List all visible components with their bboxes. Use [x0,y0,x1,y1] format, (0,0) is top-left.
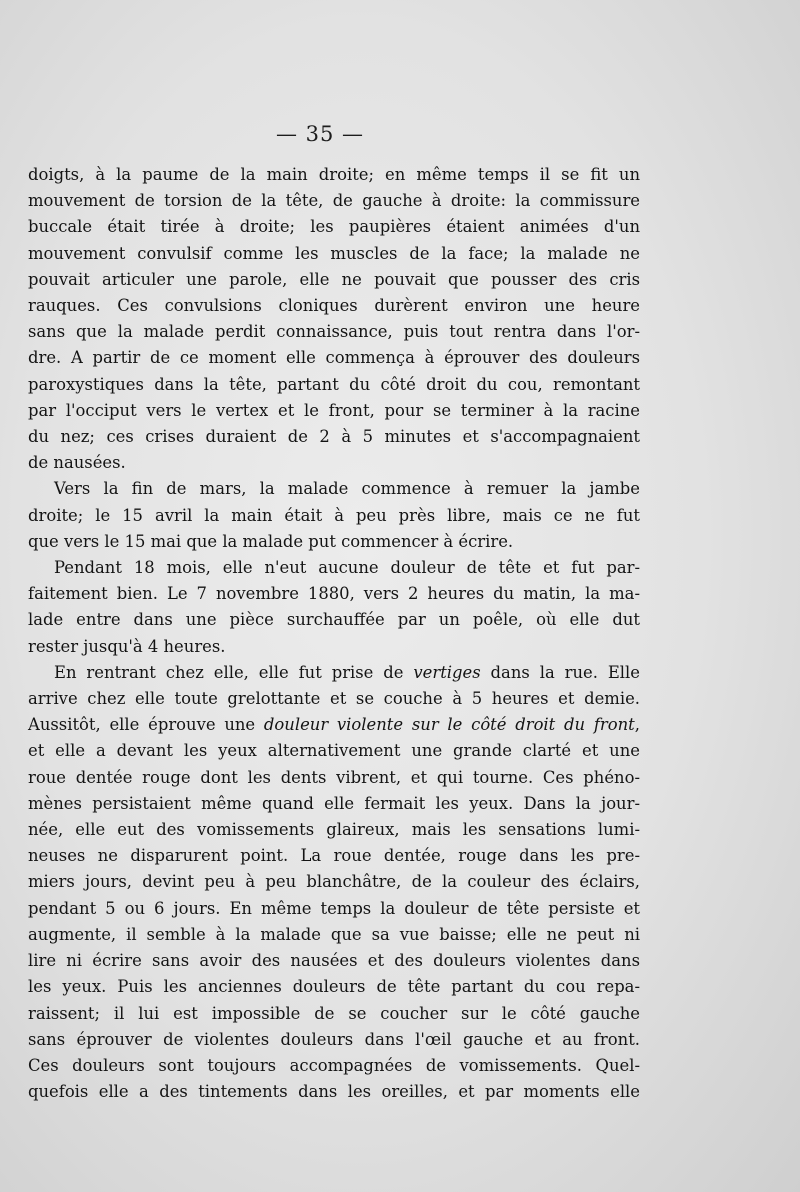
text-line: Aussitôt, elle éprouve une douleur violente sur le côté droit du front, [28,715,640,735]
text-line: augmente, il semble à la malade que sa vue baisse; elle ne peut ni [28,924,640,944]
text-line: neuses ne disparurent point. La roue dentée, rouge dans les pre- [28,846,640,866]
text-line: mènes persistaient même quand elle fermait les yeux. Dans la jour- [28,793,640,813]
paragraph-1 [28,162,640,476]
page-number: — 35 — [275,122,365,146]
text-line: paroxystiques dans la tête, partant du côté droit du cou, remontant [28,374,640,394]
text-line: pendant 5 ou 6 jours. En même temps la douleur de tête persiste et [28,898,640,918]
paragraph-4 [28,660,640,1105]
text-line: Ces douleurs sont toujours accompagnées de vomissements. Quel- [28,1055,640,1075]
text-line: miers jours, devint peu à peu blanchâtre, de la couleur des éclairs, [28,872,640,892]
text-line: Vers la fin de mars, la malade commence à remuer la jambe [54,479,640,499]
text-line: sans éprouver de violentes douleurs dans l'œil gauche et au front. [28,1029,640,1049]
text-line: droite; le 15 avril la main était à peu près libre, mais ce ne fut [28,505,640,525]
text-line: rauques. Ces convulsions cloniques durèrent environ une heure [28,296,640,316]
text-line: mouvement convulsif comme les muscles de la face; la malade ne [28,243,640,263]
text-line: raissent; il lui est impossible de se coucher sur le côté gauche [28,1003,640,1023]
text-line: buccale était tirée à droite; les paupières étaient animées d'un [28,217,640,237]
paragraph-2 [28,476,640,555]
text-line: lade entre dans une pièce surchauffée par un poêle, où elle dut [28,610,640,630]
text-line: sans que la malade perdit connaissance, puis tout rentra dans l'or- [28,322,640,342]
text-line: rester jusqu'à 4 heures. [28,636,226,656]
text-line: Pendant 18 mois, elle n'eut aucune douleur de tête et fut par- [54,558,640,578]
paragraph-3 [28,555,640,660]
text-line: pouvait articuler une parole, elle ne pouvait que pousser des cris [28,269,640,289]
text-line: arrive chez elle toute grelottante et se couche à 5 heures et demie. [28,689,640,709]
text-line: par l'occiput vers le vertex et le front, pour se terminer à la racine [28,400,640,420]
text-line: du nez; ces crises duraient de 2 à 5 minutes et s'accompagnaient [28,427,640,447]
body-text [28,162,640,1105]
text-line: et elle a devant les yeux alternativement une grande clarté et une [28,741,640,761]
text-line: mouvement de torsion de la tête, de gauche à droite: la commissure [28,191,640,211]
text-line: roue dentée rouge dont les dents vibrent, et qui tourne. Ces phéno- [28,767,640,787]
text-line: lire ni écrire sans avoir des nausées et des douleurs violentes dans [28,951,640,971]
text-line: dre. A partir de ce moment elle commença à éprouver des douleurs [28,348,640,368]
text-line: En rentrant chez elle, elle fut prise de vertiges dans la rue. Elle [54,662,640,682]
text-line: doigts, à la paume de la main droite; en même temps il se fit un [28,165,640,184]
text-line: faitement bien. Le 7 novembre 1880, vers 2 heures du matin, la ma- [28,584,640,604]
text-line: de nausées. [28,453,126,473]
text-line: née, elle eut des vomissements glaireux, mais les sensations lumi- [28,820,640,840]
text-line: les yeux. Puis les anciennes douleurs de tête partant du cou repa- [28,977,640,997]
text-line: que vers le 15 mai que la malade put commencer à écrire. [28,531,514,551]
text-line: quefois elle a des tintements dans les oreilles, et par moments elle [28,1082,640,1102]
